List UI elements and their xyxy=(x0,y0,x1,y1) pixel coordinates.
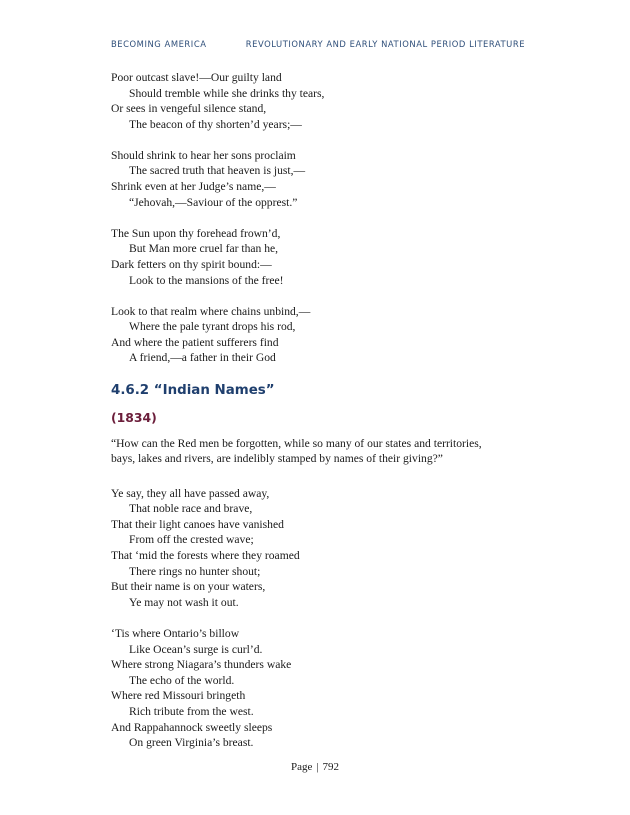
poem-line: That their light canoes have vanished xyxy=(111,517,284,531)
poem-line: Where red Missouri bringeth xyxy=(111,689,246,703)
poem-line: The sacred truth that heaven is just,— xyxy=(129,164,306,178)
poem-stanzas-top xyxy=(111,70,531,366)
poem-line: Ye say, they all have passed away, xyxy=(111,486,270,500)
poem-line: Should tremble while she drinks thy tears, xyxy=(129,86,325,100)
poem-line: Rich tribute from the west. xyxy=(129,704,254,718)
page-separator: | xyxy=(316,761,319,773)
epigraph-line: bays, lakes and rivers, are indelibly stamped by names of their giving?” xyxy=(111,452,443,466)
section-heading: 4.6.2 “Indian Names” xyxy=(111,382,275,398)
poem-line: The echo of the world. xyxy=(129,673,235,687)
epigraph xyxy=(111,436,531,467)
poem-line: “Jehovah,—Saviour of the opprest.” xyxy=(129,195,298,209)
poem-line: Look to that realm where chains unbind,— xyxy=(111,304,311,318)
poem-line: Ye may not wash it out. xyxy=(129,595,239,609)
poem-line: A friend,—a father in their God xyxy=(129,351,276,365)
page-label: Page xyxy=(290,761,313,773)
section-date: (1834) xyxy=(111,409,157,425)
poem-stanzas-bottom xyxy=(111,486,531,751)
page-number: 792 xyxy=(322,761,340,773)
poem-line: ‘Tis where Ontario’s billow xyxy=(111,626,240,640)
poem-line: Look to the mansions of the free! xyxy=(129,273,284,287)
poem-stanza xyxy=(111,626,531,751)
poem-line: But Man more cruel far than he, xyxy=(129,242,279,256)
header-book-title: BECOMING AMERICA xyxy=(111,39,207,49)
poem-line: Poor outcast slave!—Our guilty land xyxy=(111,71,282,84)
poem-line: And where the patient sufferers find xyxy=(111,335,279,349)
poem-line: Shrink even at her Judge’s name,— xyxy=(111,180,276,194)
poem-line: There rings no hunter shout; xyxy=(129,564,261,578)
page-content xyxy=(111,70,531,766)
poem-stanza xyxy=(111,486,531,611)
poem-line: The beacon of thy shorten’d years;— xyxy=(129,117,302,131)
poem-line: That noble race and brave, xyxy=(129,502,253,516)
poem-line: Or sees in vengeful silence stand, xyxy=(111,102,267,116)
poem-line: Should shrink to hear her sons proclaim xyxy=(111,148,296,162)
poem-line: Where strong Niagara’s thunders wake xyxy=(111,658,292,672)
poem-line: Dark fetters on thy spirit bound:— xyxy=(111,257,272,271)
poem-line: Like Ocean’s surge is curl’d. xyxy=(129,642,263,656)
poem-line: That ‘mid the forests where they roamed xyxy=(111,549,300,563)
header-section-title: REVOLUTIONARY AND EARLY NATIONAL PERIOD LITERATURE xyxy=(245,39,526,49)
poem-stanza xyxy=(111,304,531,366)
poem-line: But their name is on your waters, xyxy=(111,580,266,594)
poem-line: Where the pale tyrant drops his rod, xyxy=(129,320,296,334)
poem-stanza xyxy=(111,148,531,210)
poem-line: And Rappahannock sweetly sleeps xyxy=(111,720,273,734)
poem-line: On green Virginia’s breast. xyxy=(129,736,254,750)
page-footer xyxy=(0,761,630,773)
running-header xyxy=(111,39,531,49)
poem-stanza xyxy=(111,70,531,132)
poem-stanza xyxy=(111,226,531,288)
poem-line: The Sun upon thy forehead frown’d, xyxy=(111,226,281,240)
epigraph-line: “How can the Red men be forgotten, while so many of our states and territories, xyxy=(111,436,482,450)
poem-line: From off the crested wave; xyxy=(129,533,254,547)
